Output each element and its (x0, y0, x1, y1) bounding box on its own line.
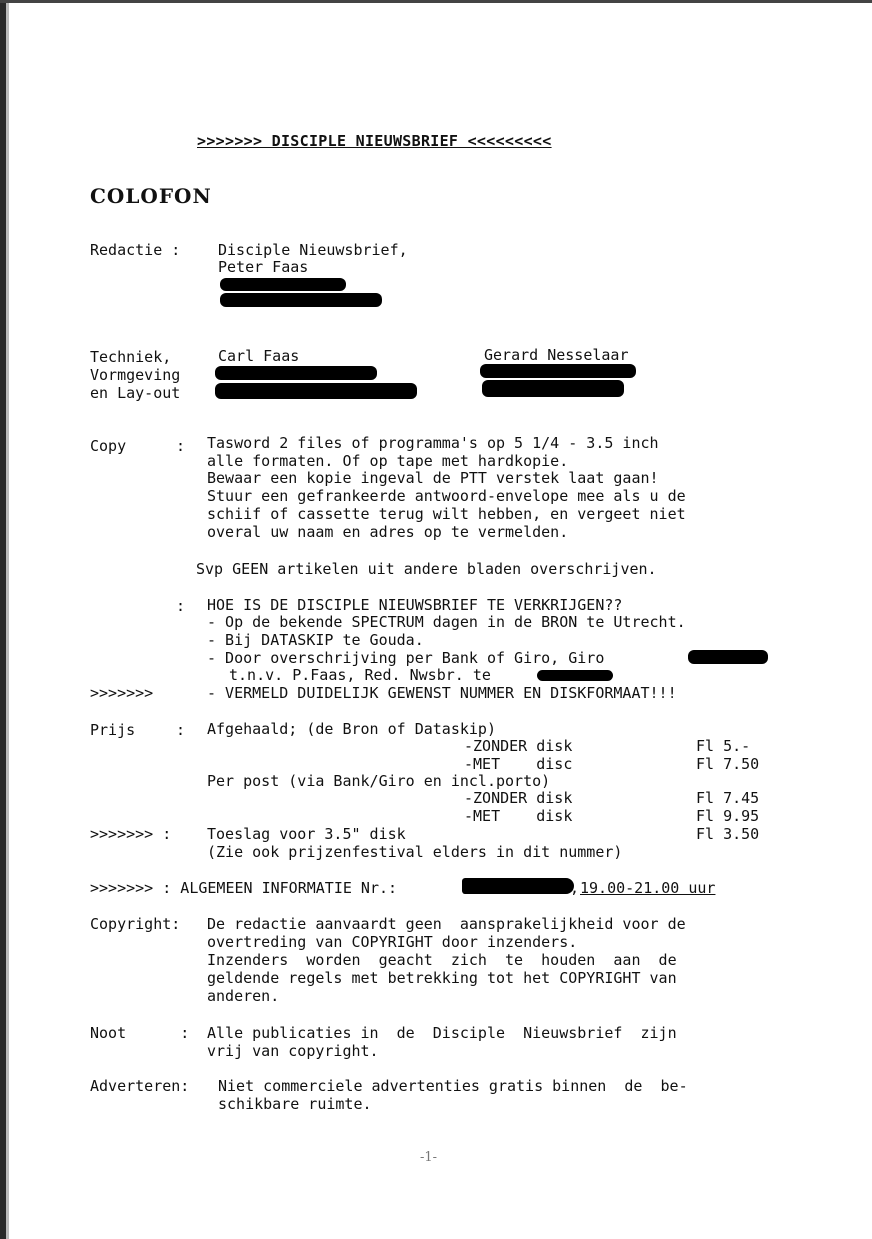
info-line: >>>>>>> : ALGEMEEN INFORMATIE Nr.: (90, 879, 398, 897)
svp-notice: Svp GEEN artikelen uit andere bladen overschrijven. (196, 560, 657, 578)
page-number: -1- (420, 1150, 438, 1165)
copy-line: Bewaar een kopie ingeval de PTT verstek laat gaan! (207, 469, 659, 487)
page-edge-highlight (6, 0, 9, 1239)
redacted-block (215, 366, 377, 380)
redacted-block (220, 293, 382, 307)
vormgeving-label: Vormgeving (90, 366, 181, 384)
copyright-line: Inzenders worden geacht zich te houden aan de (207, 951, 677, 969)
prijs-toeslag: Toeslag voor 3.5" disk (207, 825, 406, 843)
verkrijgen-colon: : (176, 597, 186, 615)
adverteren-line-2: schikbare ruimte. (218, 1095, 372, 1113)
redactie-line-2: Peter Faas (218, 258, 309, 276)
copy-colon: : (176, 437, 186, 455)
copyright-line: De redactie aanvaardt geen aansprakelijkheid voor de (207, 915, 686, 933)
verkrijgen-line-2: - Bij DATASKIP te Gouda. (207, 631, 424, 649)
prijs-price: Fl 3.50 (696, 825, 760, 843)
adverteren-label: Adverteren: (90, 1077, 190, 1095)
verkrijgen-arrows: >>>>>>> (90, 684, 154, 702)
prijs-price: Fl 5.- (696, 737, 751, 755)
adverteren-line-1: Niet commerciele advertenties gratis binnen de be- (218, 1077, 688, 1095)
prijs-arrows: >>>>>>> : (90, 825, 172, 843)
colofon-heading: COLOFON (90, 184, 212, 208)
copyright-label: Copyright: (90, 915, 181, 933)
copy-line: Tasword 2 files of programma's op 5 1/4 - 3.5 inch (207, 434, 659, 452)
redacted-block (480, 364, 636, 378)
techniek-label: Techniek, (90, 348, 172, 366)
redacted-block (688, 650, 768, 664)
copy-line: Stuur een gefrankeerde antwoord-envelope mee als u de (207, 487, 686, 505)
redacted-block (220, 278, 346, 291)
copy-line: schiif of cassette terug wilt hebben, en vergeet niet (207, 505, 686, 523)
redactie-label: Redactie : (90, 241, 181, 259)
prijs-perpost: Per post (via Bank/Giro en incl.porto) (207, 772, 551, 790)
redacted-block (462, 878, 574, 894)
prijs-option: -MET disc (464, 755, 573, 773)
verkrijgen-title: HOE IS DE DISCIPLE NIEUWSBRIEF TE VERKRIJGEN?? (207, 596, 623, 614)
verkrijgen-line-1: - Op de bekende SPECTRUM dagen in de BRON te Utrecht. (207, 613, 686, 631)
noot-label: Noot : (90, 1024, 190, 1042)
prijs-price: Fl 7.50 (696, 755, 760, 773)
info-comma: , (570, 879, 580, 897)
page-top-edge (0, 0, 872, 3)
verkrijgen-line-4: t.n.v. P.Faas, Red. Nwsbr. te (229, 666, 491, 684)
prijs-zie-ook: (Zie ook prijzenfestival elders in dit nummer) (207, 843, 623, 861)
noot-line-1: Alle publicaties in de Disciple Nieuwsbrief zijn (207, 1024, 677, 1042)
verkrijgen-line-3: - Door overschrijving per Bank of Giro, Giro (207, 649, 605, 667)
redacted-block (215, 383, 417, 399)
prijs-label: Prijs (90, 721, 136, 739)
copyright-line: overtreding van COPYRIGHT door inzenders. (207, 933, 578, 951)
prijs-colon: : (176, 721, 186, 739)
prijs-option: -MET disk (464, 807, 573, 825)
copyright-line: anderen. (207, 987, 280, 1005)
copy-line: alle formaten. Of op tape met hardkopie. (207, 452, 569, 470)
noot-line-2: vrij van copyright. (207, 1042, 379, 1060)
verkrijgen-line-5: - VERMELD DUIDELIJK GEWENST NUMMER EN DISKFORMAAT!!! (207, 684, 677, 702)
copyright-line: geldende regels met betrekking tot het COPYRIGHT van (207, 969, 677, 987)
copy-line: overal uw naam en adres op te vermelden. (207, 523, 569, 541)
prijs-option: -ZONDER disk (464, 737, 573, 755)
prijs-afgehaald: Afgehaald; (de Bron of Dataskip) (207, 720, 496, 738)
copy-label: Copy (90, 437, 127, 455)
newsletter-title: >>>>>>> DISCIPLE NIEUWSBRIEF <<<<<<<<< (197, 132, 552, 150)
layout-label: en Lay-out (90, 384, 181, 402)
techniek-name-2: Gerard Nesselaar (484, 346, 629, 364)
info-hours: 19.00-21.00 uur (580, 879, 716, 897)
prijs-price: Fl 7.45 (696, 789, 760, 807)
redactie-line-1: Disciple Nieuwsbrief, (218, 241, 408, 259)
redacted-block (482, 380, 624, 397)
techniek-name-1: Carl Faas (218, 347, 300, 365)
prijs-price: Fl 9.95 (696, 807, 760, 825)
prijs-option: -ZONDER disk (464, 789, 573, 807)
redacted-block (537, 670, 613, 681)
